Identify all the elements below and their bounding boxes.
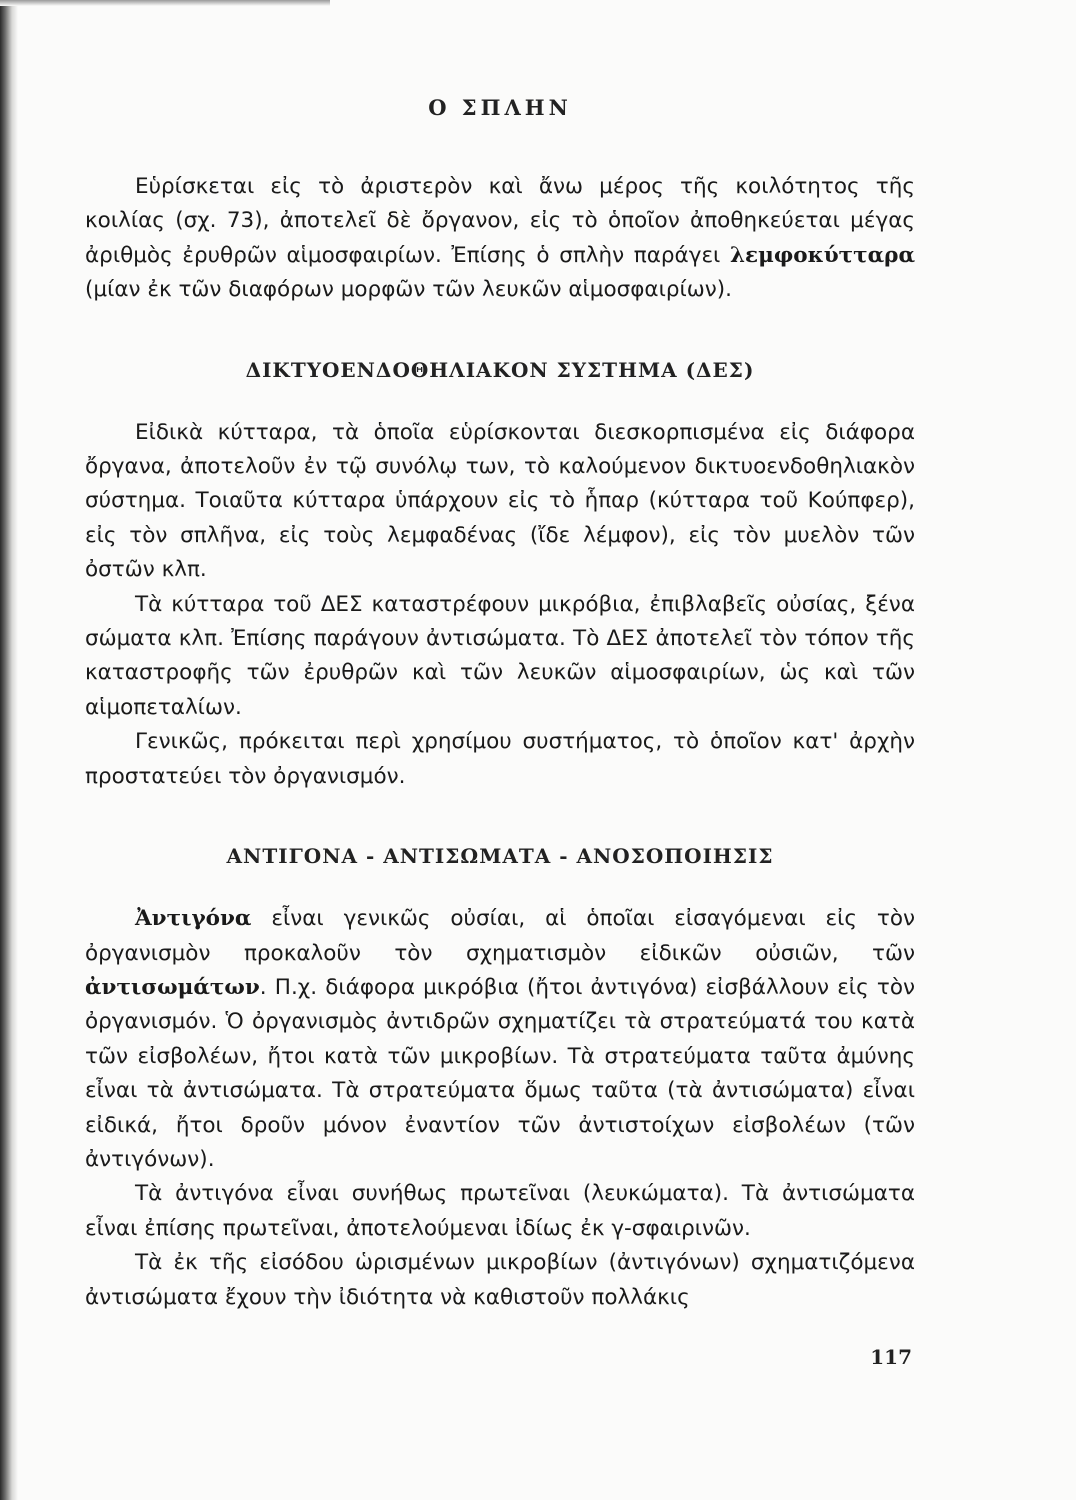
- page-content: [85, 95, 915, 1315]
- paragraph-res-2: Τὰ κύτταρα τοῦ ΔΕΣ καταστρέφουν μικρόβια, ἐπιβλαβεῖς οὐσίας, ξένα σώματα κλπ. Ἐπίσης παράγουν ἀντισώματα. Τὸ ΔΕΣ ἀποτελεῖ τὸν τόπον τῆς καταστροφῆς τῶν ἐρυθρῶν καὶ τῶν λευκῶν αἱμοσφαιρίων, ὡς καὶ τῶν αἱμοπεταλίων.: [85, 591, 915, 720]
- section-title-spleen: Ο ΣΠΛΗΝ: [428, 95, 572, 120]
- paragraph-res-1: Εἰδικὰ κύτταρα, τὰ ὁποῖα εὑρίσκονται διεσκορπισμένα εἰς διάφορα ὄργανα, ἀποτελοῦν ἐν τῷ συνόλῳ των, τὸ καλούμενον δικτυοενδοθηλιακὸν σύστημα. Τοιαῦτα κύτταρα ὑπάρχουν εἰς τὸ ἧπαρ (κύτταρα τοῦ Κούπφερ), εἰς τὸν σπλῆνα, εἰς τοὺς λεμφαδένας (ἴδε λέμφον), εἰς τὸν μυελὸν τῶν ὀστῶν κλπ.: [85, 419, 915, 583]
- paragraph-antigens-2: Τὰ ἀντιγόνα εἶναι συνήθως πρωτεῖναι (λευκώματα). Τὰ ἀντισώματα εἶναι ἐπίσης πρωτεῖναι, ἀποτελούμεναι ἰδίως ἐκ γ-σφαιρινῶν.: [85, 1181, 915, 1241]
- page-number: 117: [870, 1345, 912, 1369]
- term-antibodies: ἀντισωμάτων: [85, 974, 260, 1000]
- page-binding-shadow: [0, 0, 18, 1500]
- term-lymphocytes: λεμφοκύτταρα: [729, 242, 915, 268]
- paragraph-antigens-3: Τὰ ἐκ τῆς εἰσόδου ὡρισμένων μικροβίων (ἀντιγόνων) σχηματιζόμενα ἀντισώματα ἔχουν τὴν ἰδιότητα νὰ καθιστοῦν πολλάκις: [85, 1250, 915, 1310]
- text-run: εἶναι γενικῶς οὐσίαι, αἱ ὁποῖαι εἰσαγόμεναι εἰς τὸν ὀργανισμὸν προκαλοῦν τὸν σχηματισμὸν εἰδικῶν οὐσιῶν, τῶν: [85, 906, 915, 966]
- paragraph-spleen: [85, 170, 915, 308]
- text-run: . Π.χ. διάφορα μικρόβια (ἤτοι ἀντιγόνα) εἰσβάλλουν εἰς τὸν ὀργανισμόν. Ὁ ὀργανισμὸς ἀντιδρῶν σχηματίζει τὰ στρατεύματά του κατὰ τῶν εἰσβολέων, ἤτοι κατὰ τῶν μικροβίων. Τὰ στρατεύματα ταῦτα ἀμύνης εἶναι τὰ ἀντισώματα. Τὰ στρατεύματα ὅμως ταῦτα (τὰ ἀντισώματα) εἶναι εἰδικά, ἤτοι δροῦν μόνον ἐναντίον τῶν ἀντιστοίχων εἰσβολέων (τῶν ἀντιγόνων).: [85, 974, 915, 1172]
- page-top-shadow: [0, 0, 330, 6]
- section-title-res: ΔΙΚΤΥΟΕΝΔΟΘΗΛΙΑΚΟΝ ΣΥΣΤΗΜΑ (ΔΕΣ): [245, 357, 755, 382]
- paragraph-res-3: Γενικῶς, πρόκειται περὶ χρησίμου συστήματος, τὸ ὁποῖον κατ' ἀρχὴν προστατεύει τὸν ὀργανισμόν.: [85, 729, 915, 789]
- text-run: (μίαν ἐκ τῶν διαφόρων μορφῶν τῶν λευκῶν αἱμοσφαιρίων).: [85, 277, 733, 303]
- text-run: Εὑρίσκεται εἰς τὸ ἀριστερὸν καὶ ἄνω μέρος τῆς κοιλότητος τῆς κοιλίας (σχ. 73), ἀποτελεῖ δὲ ὄργανον, εἰς τὸ ὁποῖον ἀποθηκεύεται μέγας ἀριθμὸς ἐρυθρῶν αἱμοσφαιρίων. Ἐπίσης ὁ σπλὴν παράγει: [85, 174, 915, 268]
- paragraph-antigens-1: [85, 902, 915, 1177]
- section-title-antigens: ΑΝΤΙΓΟΝΑ - ΑΝΤΙΣΩΜΑΤΑ - ΑΝΟΣΟΠΟΙΗΣΙΣ: [226, 844, 774, 869]
- term-antigens: Ἀντιγόνα: [135, 906, 252, 932]
